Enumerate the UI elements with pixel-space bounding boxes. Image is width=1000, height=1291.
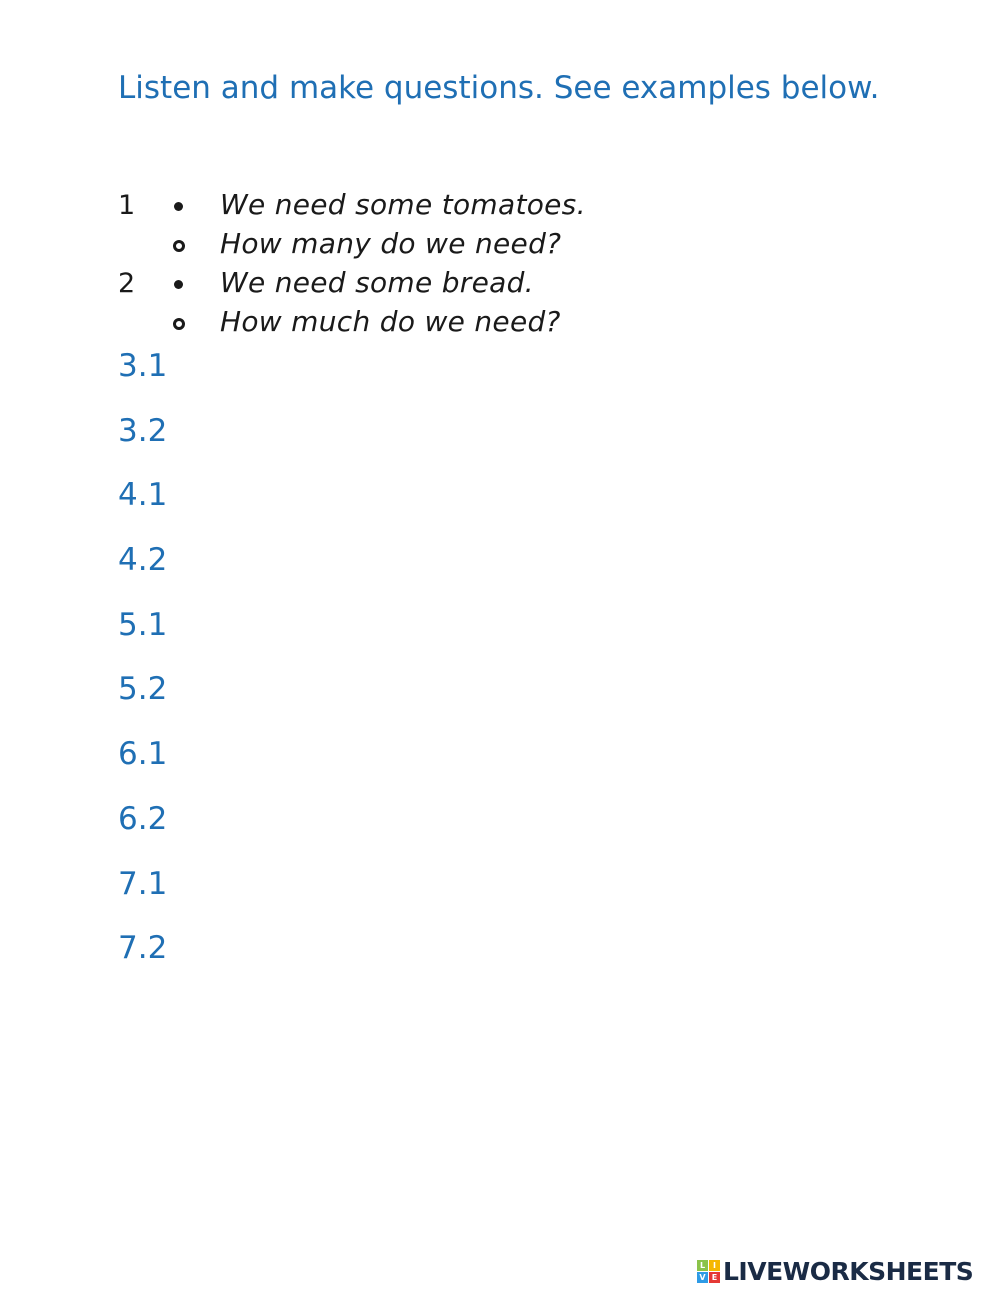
logo-letter: V — [697, 1272, 708, 1283]
logo-letter: E — [709, 1272, 720, 1283]
example-text: How much do we need? — [220, 305, 561, 338]
liveworksheets-logo — [697, 1256, 973, 1286]
example-row — [116, 264, 676, 303]
answer-label-6-2: 6.2 — [118, 800, 168, 837]
filled-bullet-icon — [174, 280, 183, 289]
example-row — [116, 303, 676, 342]
hollow-bullet-icon — [173, 240, 185, 252]
answer-label-3-1: 3.1 — [118, 348, 168, 384]
instruction-heading: Listen and make questions. See examples below. — [118, 70, 880, 106]
answer-label-6-1: 6.1 — [118, 736, 168, 773]
logo-letter: I — [709, 1260, 720, 1271]
hollow-bullet-icon — [173, 318, 185, 330]
example-row — [116, 225, 676, 264]
example-text: We need some bread. — [220, 266, 534, 299]
answer-label-3-2: 3.2 — [118, 412, 168, 449]
filled-bullet-icon — [174, 202, 183, 211]
answer-list — [118, 346, 167, 993]
example-number: 2 — [118, 268, 136, 299]
example-row — [116, 186, 676, 225]
example-text: How many do we need? — [220, 227, 562, 260]
answer-label-4-2: 4.2 — [118, 542, 168, 579]
logo-text: LIVEWORKSHEETS — [723, 1256, 974, 1286]
answer-label-5-2: 5.2 — [118, 671, 168, 708]
answer-label-4-1: 4.1 — [118, 477, 168, 514]
logo-mark-icon — [697, 1260, 720, 1283]
examples-block — [116, 186, 676, 342]
answer-label-5-1: 5.1 — [118, 606, 168, 643]
example-text: We need some tomatoes. — [220, 188, 586, 221]
answer-label-7-2: 7.2 — [118, 930, 168, 967]
logo-letter: L — [697, 1260, 708, 1271]
example-number: 1 — [118, 190, 136, 221]
answer-label-7-1: 7.1 — [118, 865, 168, 902]
